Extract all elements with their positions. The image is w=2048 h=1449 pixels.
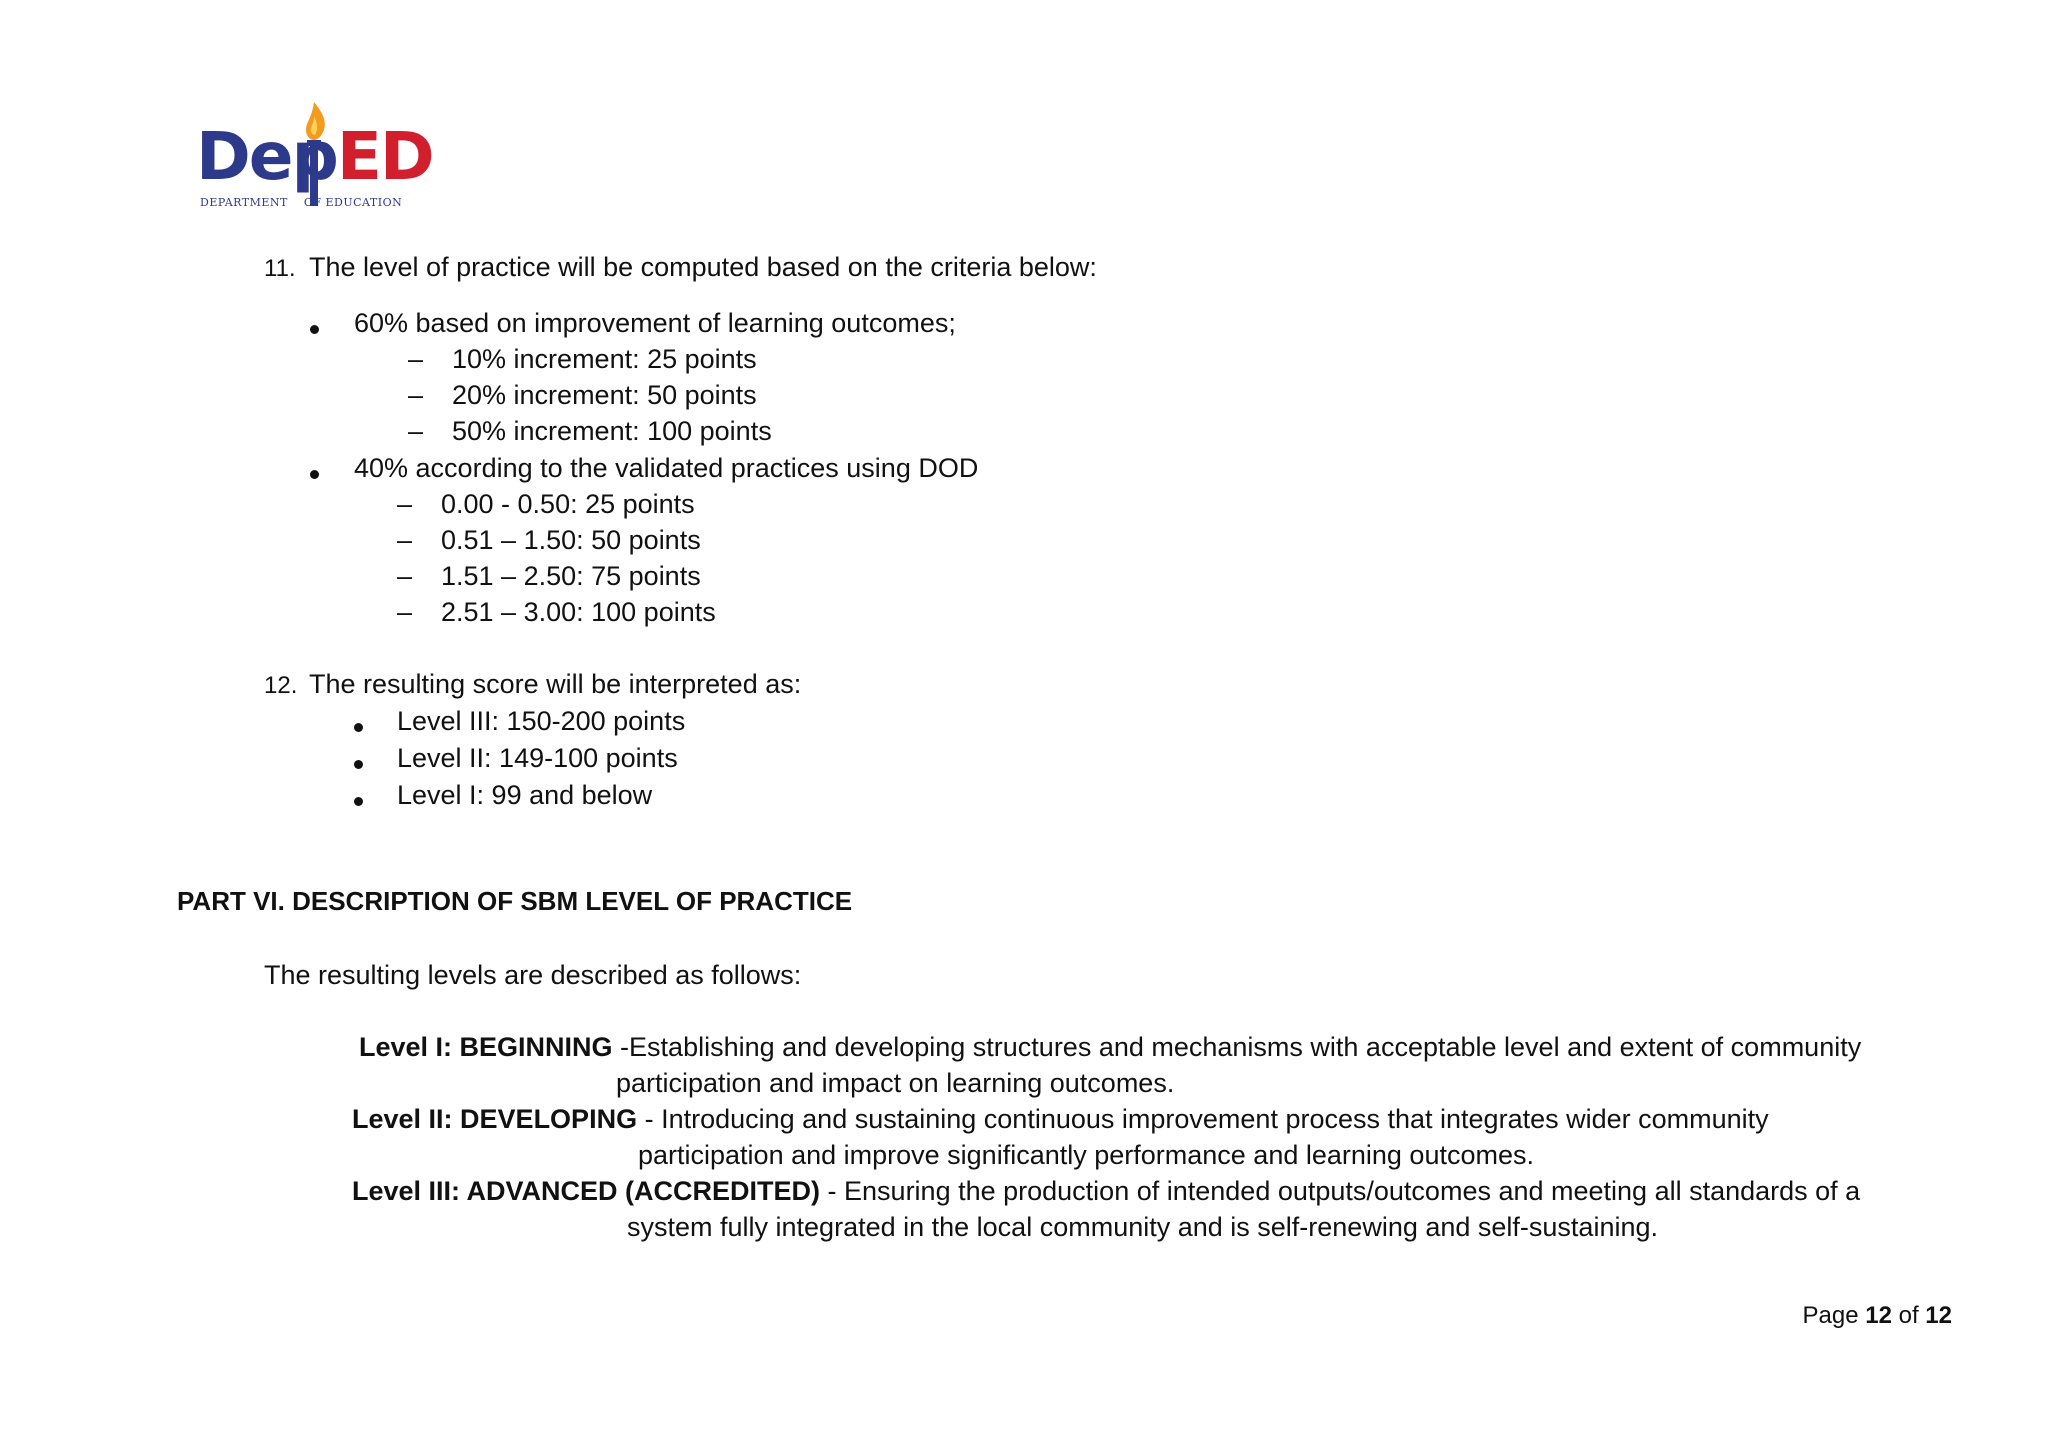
score-level-item: Level I: 99 and below [397,780,653,810]
dash-marker: – [408,344,424,374]
logo-wordmark: DepED [196,118,433,195]
criteria-sub-item: 0.00 - 0.50: 25 points [441,489,695,519]
page-number: Page 12 of 12 [1802,1302,1952,1329]
criteria-sub-item: 2.51 – 3.00: 100 points [441,597,716,627]
score-level-item: Level II: 149-100 points [397,743,678,773]
criteria-bullet-1: 60% based on improvement of learning outcomes; [354,308,956,338]
level-description-2: Level II: DEVELOPING - Introducing and sustaining continuous improvement process that integrates wider community [352,1104,1769,1134]
dash-marker: – [408,416,424,446]
logo-subtitle: DEPARTMENT OF EDUCATION [200,196,403,209]
criteria-sub-item: 10% increment: 25 points [452,344,757,374]
item-11-number: 11. [264,255,296,282]
item-12-number: 12. [264,672,298,699]
bullet-dot [354,793,363,811]
bullet-dot [354,719,363,737]
dash-marker: – [397,525,413,555]
level-description-2-cont: participation and improve significantly performance and learning outcomes. [638,1140,1534,1170]
level-description-3: Level III: ADVANCED (ACCREDITED) - Ensuring the production of intended outputs/outcomes and meeting all standards of a [352,1176,1861,1206]
criteria-bullet-2: 40% according to the validated practices using DOD [354,453,979,483]
item-12-text: The resulting score will be interpreted as: [309,669,802,699]
level-description-3-cont: system fully integrated in the local community and is self-renewing and self-sustaining. [627,1212,1658,1242]
level-description-1-cont: participation and impact on learning outcomes. [616,1068,1175,1098]
bullet-dot [354,756,363,774]
bullet-dot [310,321,319,339]
bullet-dot [310,466,319,484]
dash-marker: – [397,489,413,519]
section-heading: PART VI. DESCRIPTION OF SBM LEVEL OF PRACTICE [177,886,853,916]
dash-marker: – [397,597,413,627]
criteria-sub-item: 20% increment: 50 points [452,380,757,410]
section-intro: The resulting levels are described as follows: [264,960,802,990]
criteria-sub-item: 1.51 – 2.50: 75 points [441,561,701,591]
deped-logo [196,100,436,216]
criteria-sub-item: 0.51 – 1.50: 50 points [441,525,701,555]
criteria-sub-item: 50% increment: 100 points [452,416,772,446]
item-11-text: The level of practice will be computed based on the criteria below: [309,252,1097,282]
score-level-item: Level III: 150-200 points [397,706,686,736]
dash-marker: – [408,380,424,410]
dash-marker: – [397,561,413,591]
level-description-1: Level I: BEGINNING -Establishing and developing structures and mechanisms with acceptable level and extent of community [359,1032,1862,1062]
